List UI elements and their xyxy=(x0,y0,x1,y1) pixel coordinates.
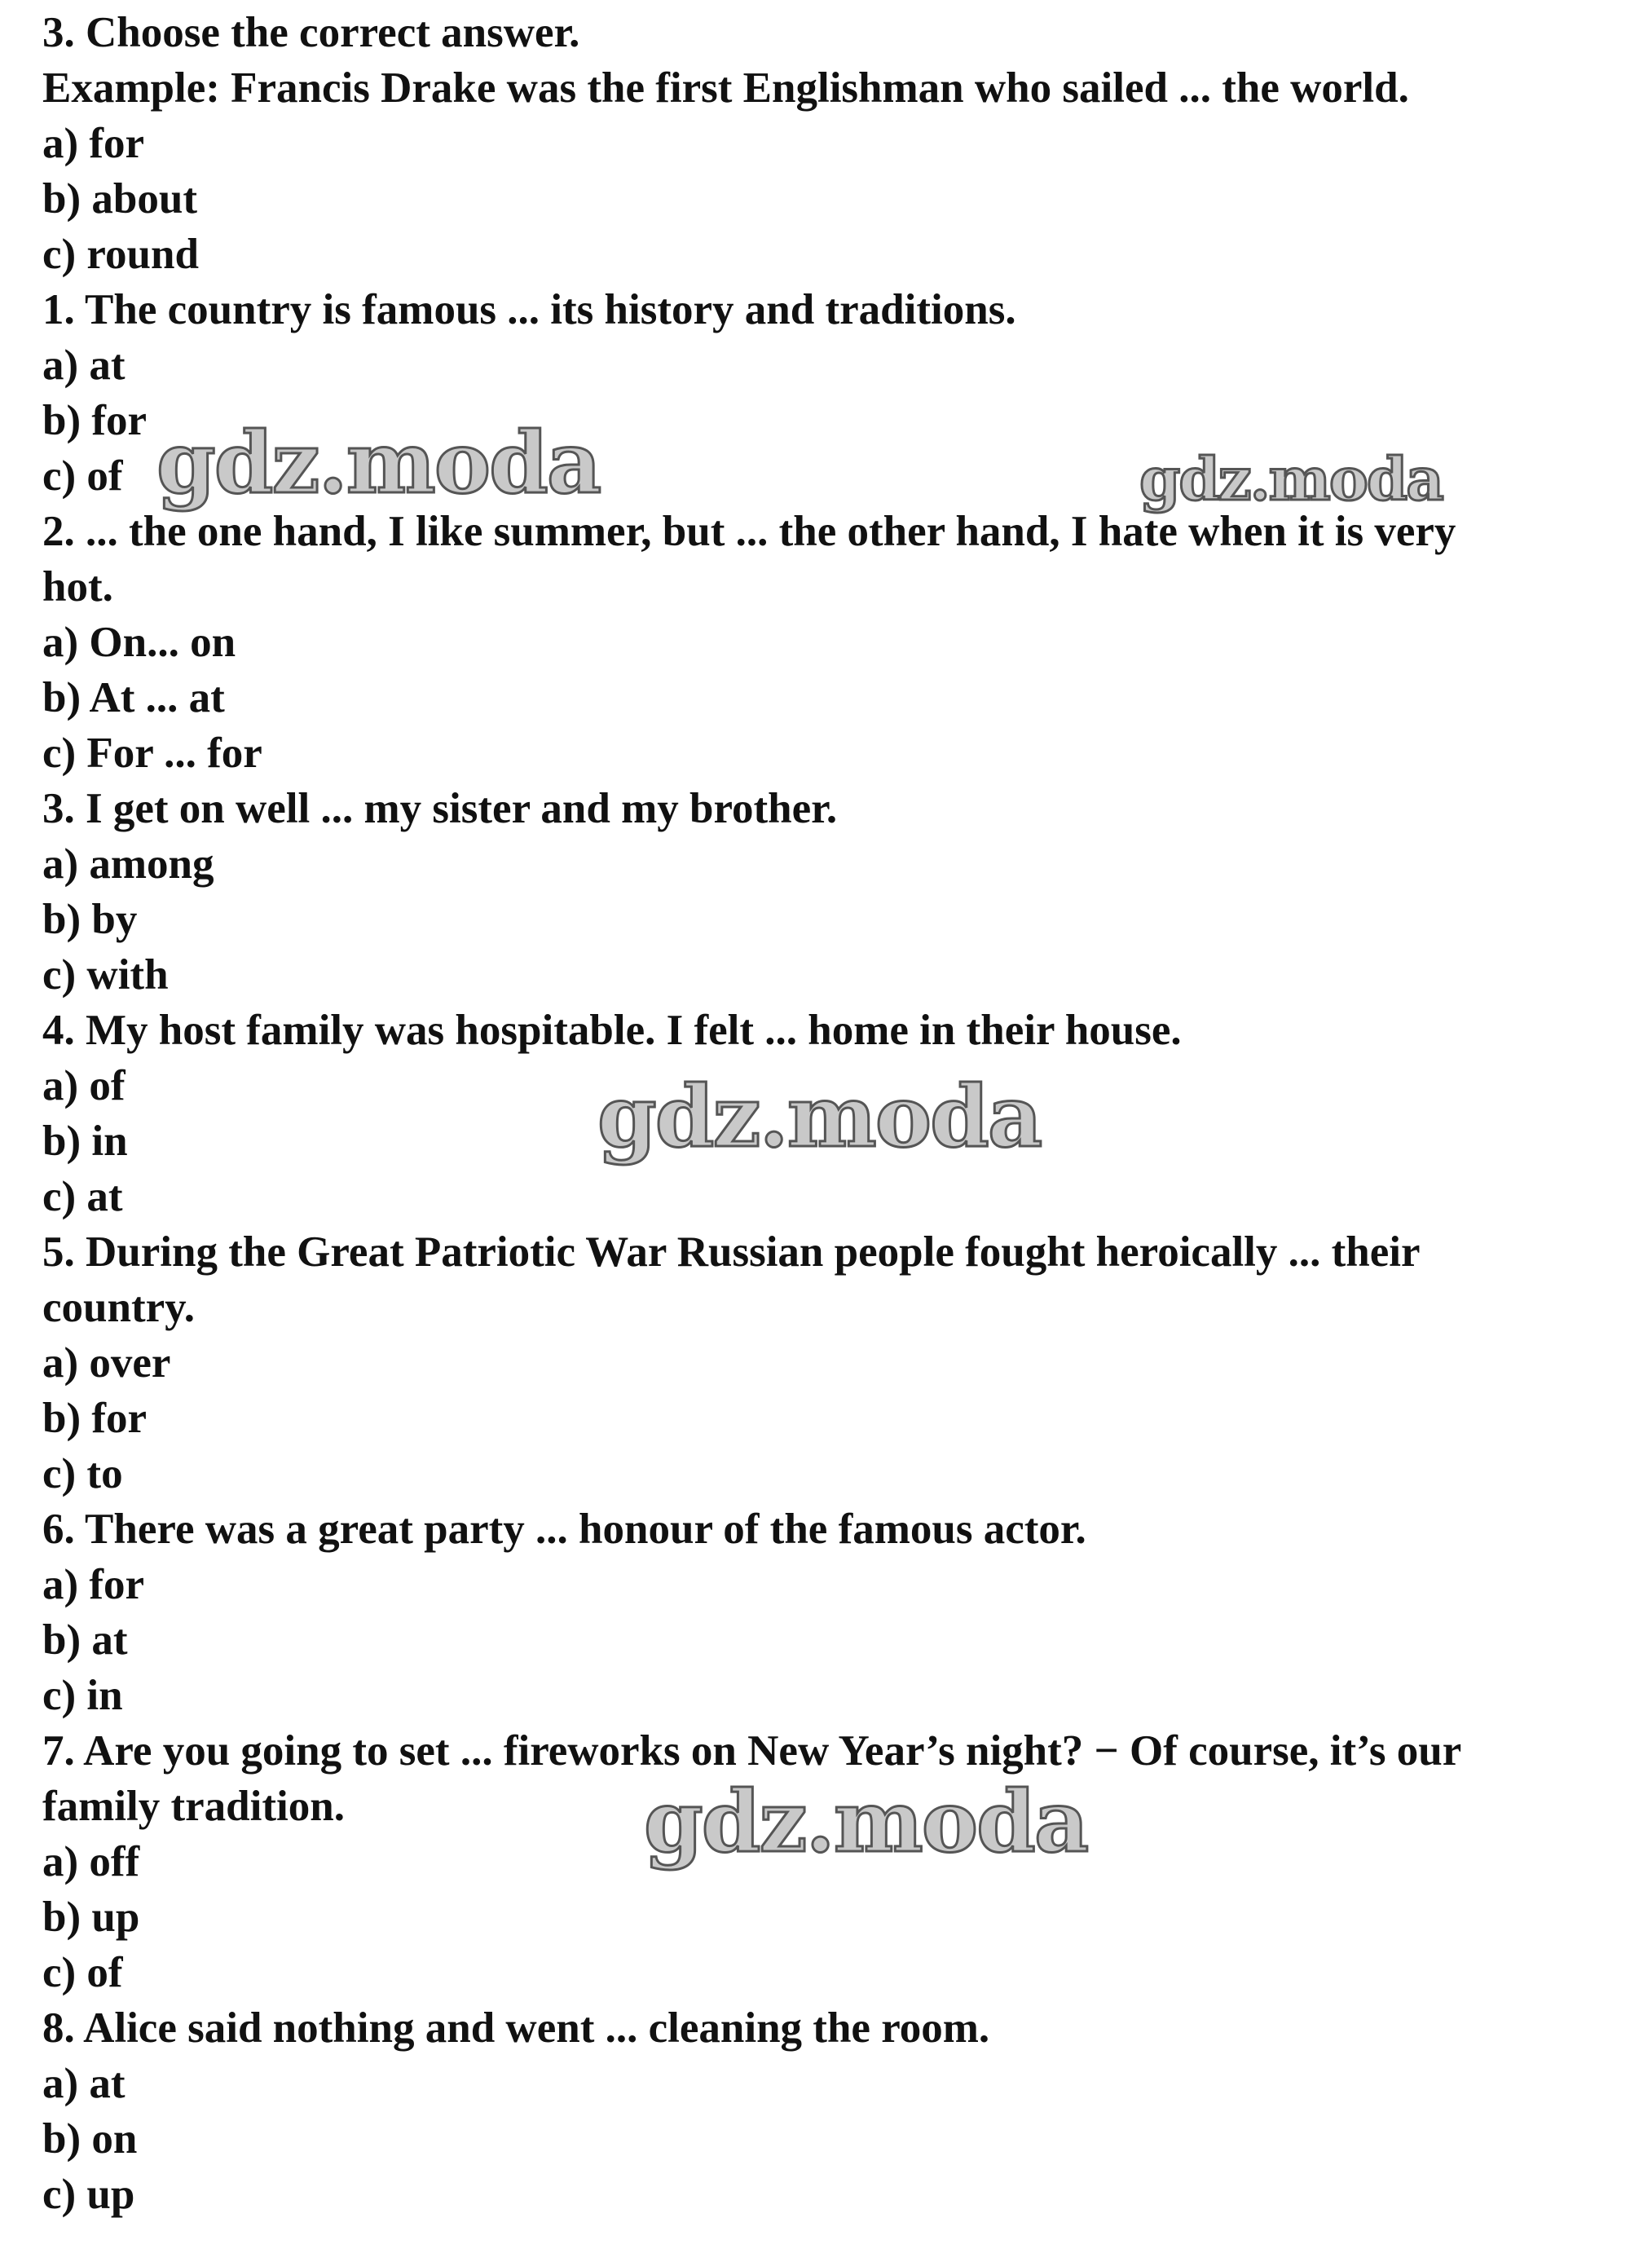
watermark-logo: gdz.moda xyxy=(597,1066,1042,1166)
question-4-text: 4. My host family was hospitable. I felt ... home in their house. xyxy=(42,1007,1182,1054)
question-3-option-b: b) by xyxy=(42,896,138,943)
question-1-option-a: a) at xyxy=(42,342,126,389)
watermark-logo: gdz.moda xyxy=(644,1771,1088,1872)
question-6-text: 6. There was a great party ... honour of the famous actor. xyxy=(42,1506,1086,1553)
question-2-option-a: a) On... on xyxy=(42,619,236,666)
question-2-option-b: b) At ... at xyxy=(42,674,225,721)
question-5-option-b: b) for xyxy=(42,1395,148,1442)
question-8-option-a: a) at xyxy=(42,2060,126,2107)
question-1-text: 1. The country is famous ... its history and traditions. xyxy=(42,286,1016,333)
question-7-text: 7. Are you going to set ... fireworks on New Year’s night? − Of course, it’s our xyxy=(42,1727,1462,1775)
question-2-option-c: c) For ... for xyxy=(42,730,262,777)
question-5-option-a: a) over xyxy=(42,1339,171,1387)
question-1-option-c: c) of xyxy=(42,452,123,500)
watermark-logo: gdz.moda xyxy=(156,412,601,513)
example-option-c: c) round xyxy=(42,231,199,278)
example-option-a: a) for xyxy=(42,120,145,167)
question-8-option-b: b) on xyxy=(42,2115,138,2163)
question-7-option-c: c) of xyxy=(42,1949,123,1996)
question-1-option-b: b) for xyxy=(42,397,148,444)
question-2-text-continued: hot. xyxy=(42,563,113,611)
question-4-option-b: b) in xyxy=(42,1118,128,1165)
exercise-title: 3. Choose the correct answer. xyxy=(42,9,580,56)
question-2-text: 2. ... the one hand, I like summer, but ... the other hand, I hate when it is very xyxy=(42,508,1456,555)
question-6-option-a: a) for xyxy=(42,1561,145,1608)
question-5-text-continued: country. xyxy=(42,1284,195,1331)
question-5-option-c: c) to xyxy=(42,1450,123,1497)
watermark-logo: gdz.moda xyxy=(1139,444,1443,514)
question-4-option-a: a) of xyxy=(42,1062,126,1109)
question-7-text-continued: family tradition. xyxy=(42,1783,345,1830)
question-4-option-c: c) at xyxy=(42,1173,123,1220)
question-3-option-a: a) among xyxy=(42,840,214,888)
question-7-option-a: a) off xyxy=(42,1838,140,1885)
question-7-option-b: b) up xyxy=(42,1894,140,1941)
question-3-option-c: c) with xyxy=(42,951,169,999)
question-8-option-c: c) up xyxy=(42,2171,135,2218)
question-3-text: 3. I get on well ... my sister and my brother. xyxy=(42,785,838,832)
example-option-b: b) about xyxy=(42,175,197,223)
question-6-option-b: b) at xyxy=(42,1616,128,1664)
question-8-text: 8. Alice said nothing and went ... cleaning the room. xyxy=(42,2004,990,2052)
question-6-option-c: c) in xyxy=(42,1672,123,1719)
example-question: Example: Francis Drake was the first Englishman who sailed ... the world. xyxy=(42,64,1409,112)
question-5-text: 5. During the Great Patriotic War Russian people fought heroically ... their xyxy=(42,1228,1421,1276)
